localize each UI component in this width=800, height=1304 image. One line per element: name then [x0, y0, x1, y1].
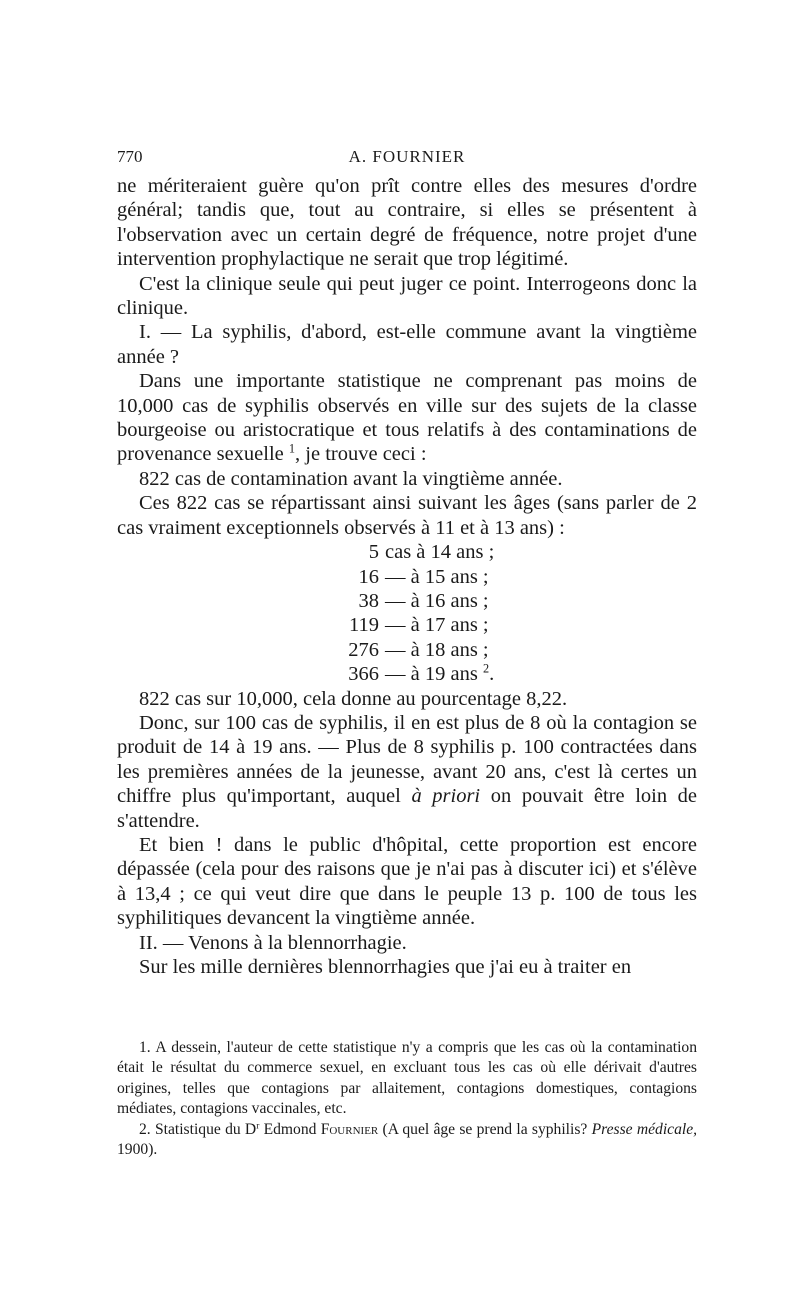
running-head: A. FOURNIER — [348, 147, 466, 166]
paragraph: C'est la clinique seule qui peut juger ce point. Interrogeons donc la clinique. — [117, 272, 697, 320]
paragraph: Et bien ! dans le public d'hôpital, cette proportion est encore dépassée (cela pour des raisons que je n'ai pas à discuter ici) et s'élève à 13,4 ; ce qui veut dire que dans le peuple 13 p. 100 de tous les syphilitiques devancent la vingtième année. — [117, 833, 697, 930]
footnote-2: 2. Statistique du $D^r$ Edmond Fournier (A quel âge se prend la syphilis? Presse médicale, 1900). — [117, 1120, 698, 1159]
paragraph: Ces 822 cas se répartissant ainsi suivant les âges (sans parler de 2 cas vraiment exceptionnels observés à 11 et à 13 ans) : — [117, 492, 697, 539]
stat-row: 16 — à 15 ans ; — [358, 565, 489, 588]
paragraph: Sur les mille dernières blennorrhagies que j'ai eu à traiter en — [139, 956, 632, 978]
paragraph: Donc, sur 100 cas de syphilis, il en est plus de 8 où la contagion se produit de 14 à 19 ans. — Plus de 8 syphilis p. 100 contractées dans les premières années de la jeunesse, avant 20 ans, c'est là certes un chiffre plus qu'important, auquel à priori on pouvait être loin de s'attendre. — [117, 711, 698, 832]
footnote-1: 1. A dessein, l'auteur de cette statistique n'y a compris que les cas où la contamination était le résultat du commerce sexuel, en excluant tous les cas où elle dérivait d'autres origines, telles que contagions par allaitement, contagions domestiques, contagions médiates, contagions vaccinales, etc. — [117, 1039, 697, 1118]
stat-row: 38 — à 16 ans ; — [358, 589, 489, 612]
footnote-ref-2[interactable]: 2 — [482, 661, 490, 676]
stat-row: 276 — à 18 ans ; — [348, 638, 489, 661]
paragraph: 822 cas sur 10,000, cela donne au pourcentage 8,22. — [139, 687, 568, 710]
section-heading-blennorrhagie: II. — Venons à la blennorrhagie. — [139, 931, 407, 954]
page-header — [117, 147, 697, 171]
paragraph-continuation: ne mériteraient guère qu'on prît contre elles des mesures d'ordre général; tandis que, tout au contraire, si elles se présentent à l'observation avec un certain degré de fréquence, notre projet d'une intervention prophylactique ne serait que trop légitimé. — [117, 175, 697, 271]
footnotes — [117, 1038, 697, 1160]
stat-row: 5 cas à 14 ans ; — [368, 541, 495, 564]
paragraph: Dans une importante statistique ne comprenant pas moins de 10,000 cas de syphilis observés en ville sur des sujets de la classe bourgeoise ou aristocratique et tous relatifs à des contaminations de provenance sexuelle $^1$, je trouve ceci : — [117, 370, 697, 466]
stat-row: 366 — à 19 ans $^2$. — [348, 661, 495, 686]
section-heading-syphilis: I. — La syphilis, d'abord, est-elle commune avant la vingtième année ? — [117, 321, 697, 368]
paragraph: 822 cas de contamination avant la vingtième année. — [139, 467, 563, 490]
stat-row: 119 — à 17 ans ; — [349, 614, 489, 637]
main-text — [117, 174, 697, 979]
page-number: 770 — [117, 147, 143, 166]
footnote-ref-1[interactable]: 1 — [288, 442, 296, 457]
age-statistics-list — [117, 540, 697, 686]
